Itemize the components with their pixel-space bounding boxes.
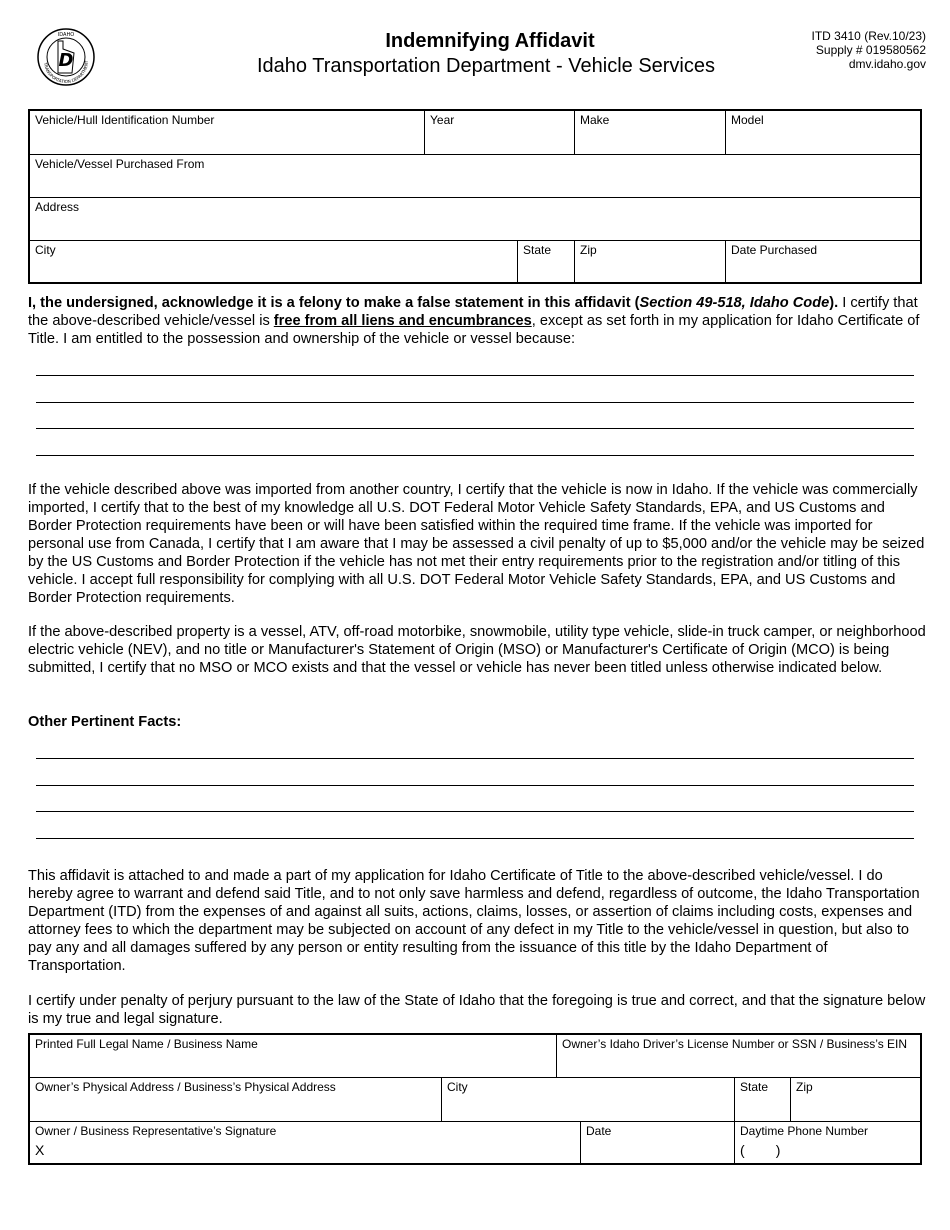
form-meta — [812, 29, 927, 71]
address-label: Address — [35, 200, 80, 214]
address-field[interactable] — [30, 198, 920, 241]
signature-label: Owner / Business Representative’s Signature — [35, 1124, 277, 1138]
statement-bold-close: ). — [829, 295, 839, 311]
other-facts-heading: Other Pertinent Facts: — [28, 714, 182, 730]
reason-line-3[interactable] — [36, 428, 914, 429]
form-number: ITD 3410 (Rev.10/23) — [811, 29, 926, 43]
supply-number: Supply # 019580562 — [815, 43, 926, 57]
statement-text-2: , except as set forth in my application for Idaho Certificate of Title. I am entitled to the possession and ownership of the vehicle or vessel because: — [28, 313, 920, 347]
owner-city-field[interactable] — [442, 1078, 735, 1122]
name-field[interactable] — [30, 1035, 557, 1078]
make-label: Make — [580, 113, 610, 127]
perjury-paragraph: I certify under penalty of perjury pursuant to the law of the State of Idaho that the foregoing is true and correct, and that the signature below is my true and legal signature. — [28, 993, 926, 1027]
statement-bold: I, the undersigned, acknowledge it is a felony to make a false statement in this affidavit ( — [28, 295, 640, 311]
website: dmv.idaho.gov — [848, 57, 926, 71]
facts-line-4[interactable] — [36, 838, 914, 839]
city-field[interactable] — [30, 241, 518, 282]
name-label: Printed Full Legal Name / Business Name — [35, 1037, 258, 1051]
purchased-from-field[interactable] — [30, 155, 920, 198]
vin-label: Vehicle/Hull Identification Number — [35, 113, 215, 127]
liens-underlined: free from all liens and encumbrances — [273, 313, 532, 329]
model-field[interactable] — [726, 111, 920, 155]
owner-address-field[interactable] — [30, 1078, 442, 1122]
city-label: City — [35, 243, 56, 257]
reason-line-1[interactable] — [36, 375, 914, 376]
owner-city-label: City — [447, 1080, 468, 1094]
zip-field[interactable] — [575, 241, 726, 282]
svg-text:IDAHO: IDAHO — [57, 32, 75, 38]
vehicle-info-box — [28, 109, 922, 284]
state-label: State — [523, 243, 552, 257]
zip-label: Zip — [580, 243, 597, 257]
signature-field[interactable] — [30, 1122, 581, 1163]
date-purchased-label: Date Purchased — [731, 243, 818, 257]
form-title: Indemnifying Affidavit — [385, 30, 595, 52]
felony-statement — [28, 294, 928, 348]
license-field[interactable] — [557, 1035, 920, 1078]
statement-text-1: I certify that the above-described vehicle/vessel is — [28, 295, 918, 329]
owner-zip-label: Zip — [796, 1080, 813, 1094]
year-field[interactable] — [425, 111, 575, 155]
affidavit-paragraph: This affidavit is attached to and made a part of my application for Idaho Certificate of Title to the above-described vehicle/vessel. I do hereby agree to warrant and defend said Title, and to not only save harmless and defend, regardless of outcome, the Idaho Transportation Department (ITD) from the expenses of and against all suits, actions, claims, losses, or assertion of claims including costs, expenses and attorney fees to which the department may be subjected on account of any defect in my Title to the vehicle/vessel in question, but also to pay any and all damages suffered by any person or entity resulting from the issuance of this title by the Idaho Department of Transportation. — [28, 868, 920, 974]
reason-line-2[interactable] — [36, 402, 914, 403]
license-label: Owner’s Idaho Driver’s License Number or SSN / Business’s EIN — [562, 1037, 908, 1051]
import-paragraph: If the vehicle described above was imported from another country, I certify that the vehicle is now in Idaho. If the vehicle was commercially imported, I certify that to the best of my knowledge all U.S. DOT Federal Motor Vehicle Safety Standards, EPA, and US Customs and Border Protection requirements have been or will have been satisfied within the required time frame. If the vehicle was imported for personal use from Canada, I certify that I am aware that I may be assessed a civil penalty of up to $5,000 and/or the vehicle may be seized by the US Customs and Border Protection if the vehicle has not met their entry requirements prior to the registration and/or titling of this vehicle. I accept full responsibility for complying with all U.S. DOT Federal Motor Vehicle Safety Standards, EPA, and US Customs and Border Protection requirements. — [28, 482, 925, 606]
reason-line-4[interactable] — [36, 455, 914, 456]
form-subtitle: Idaho Transportation Department - Vehicle Services — [256, 55, 716, 77]
owner-state-label: State — [740, 1080, 769, 1094]
owner-state-field[interactable] — [735, 1078, 791, 1122]
make-field[interactable] — [575, 111, 726, 155]
phone-field[interactable] — [735, 1122, 920, 1163]
facts-line-2[interactable] — [36, 785, 914, 786]
svg-text:TRANSPORTATION DEPARTMENT: TRANSPORTATION DEPARTMENT — [43, 60, 90, 85]
code-reference: Section 49-518, Idaho Code — [639, 295, 830, 311]
date-field[interactable] — [581, 1122, 735, 1163]
phone-label: Daytime Phone Number — [740, 1124, 869, 1138]
purchased-from-label: Vehicle/Vessel Purchased From — [35, 157, 205, 171]
year-label: Year — [430, 113, 455, 127]
signature-x-mark: X — [35, 1142, 45, 1158]
phone-area-code: ( ) — [740, 1142, 781, 1158]
owner-zip-field[interactable] — [791, 1078, 920, 1122]
facts-line-1[interactable] — [36, 758, 914, 759]
facts-line-3[interactable] — [36, 811, 914, 812]
owner-address-label: Owner’s Physical Address / Business’s Physical Address — [35, 1080, 336, 1094]
date-purchased-field[interactable] — [726, 241, 920, 282]
vin-field[interactable] — [30, 111, 425, 155]
model-label: Model — [731, 113, 764, 127]
svg-text:D: D — [58, 50, 74, 71]
owner-info-box — [28, 1033, 922, 1165]
date-label: Date — [586, 1124, 612, 1138]
vessel-paragraph: If the above-described property is a vessel, ATV, off-road motorbike, snowmobile, utility type vehicle, slide-in truck camper, or neighborhood electric vehicle (NEV), and no title or Manufacturer's Statement of Origin (MSO) or Manufacturer's Certificate of Origin (MCO) is being submitted, I certify that no MSO or MCO exists and that the vessel or vehicle has never been titled unless otherwise indicated below. — [28, 624, 926, 676]
state-field[interactable] — [518, 241, 575, 282]
